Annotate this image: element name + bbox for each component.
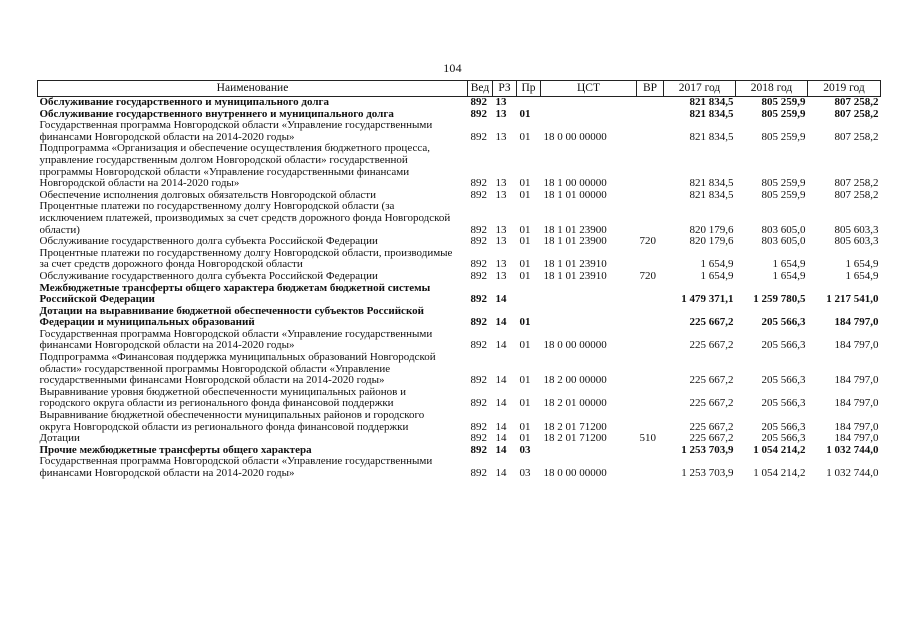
header-2017: 2017 год <box>664 81 736 97</box>
cell-cst: 18 2 00 00000 <box>543 374 607 387</box>
cell-vr <box>637 97 664 109</box>
cell-pr: 01 <box>519 188 531 201</box>
cell-cst <box>541 445 637 457</box>
header-2018: 2018 год <box>736 81 808 97</box>
cell-2019: 184 797,0 <box>834 339 879 352</box>
cell-vr <box>637 306 664 329</box>
cell-ved: 892 <box>470 223 487 236</box>
cell-pr: 01 <box>519 316 531 329</box>
cell-2017: 1 654,9 <box>700 258 734 271</box>
cell-vr: 720 <box>639 269 656 282</box>
cell-cst <box>541 97 637 109</box>
cell-2019: 807 258,2 <box>834 177 879 190</box>
cell-name: Подпрограмма «Организация и обеспечение осуществления бюджетного процесса, управление государственным долгом Новгородской области» государственной программы Новгородской области «Управление государственными финансами Новгородской области на 2014-2020 годы» <box>39 142 431 190</box>
cell-2017: 1 253 703,9 <box>681 443 734 456</box>
cell-2019: 1 654,9 <box>845 258 879 271</box>
cell-2017: 820 179,6 <box>689 223 734 236</box>
cell-name: Государственная программа Новгородской области «Управление государственными финансами Новгородской области на 2014-2020 годы» <box>39 327 433 352</box>
cell-name: Процентные платежи по государственному долгу Новгородской области, производимые за счет средств дорожного фонда Новгородской области <box>39 246 453 271</box>
cell-2018: 1 054 214,2 <box>753 443 806 456</box>
cell-pr: 01 <box>519 374 531 387</box>
cell-2019: 1 032 744,0 <box>826 443 879 456</box>
cell-2019: 807 258,2 <box>834 130 879 143</box>
cell-cst: 18 1 01 23910 <box>543 258 607 271</box>
cell-vr <box>637 120 664 143</box>
cell-name: Процентные платежи по государственному долгу Новгородской области (за исключением платежей, производимых за счет средств дорожного фонда Новгородской области) <box>39 200 451 236</box>
cell-pr: 03 <box>519 443 531 456</box>
cell-cst: 18 1 01 23900 <box>543 223 607 236</box>
cell-pr: 01 <box>519 177 531 190</box>
cell-pr: 01 <box>519 235 531 248</box>
cell-2018: 805 259,9 <box>761 188 806 201</box>
cell-pr: 01 <box>519 130 531 143</box>
cell-name: Государственная программа Новгородской области «Управление государственными финансами Новгородской области на 2014-2020 годы» <box>39 455 433 479</box>
cell-name: Выравнивание уровня бюджетной обеспеченности муниципальных районов и городского округа области из регионального фонда финансовой поддержки <box>39 385 406 410</box>
cell-2018: 805 259,9 <box>761 96 806 108</box>
cell-name: Межбюджетные трансферты общего характера бюджетам бюджетной системы Российской Федерации <box>39 281 431 306</box>
cell-ved: 892 <box>470 107 487 120</box>
table-row <box>38 352 881 387</box>
cell-cst: 18 0 00 00000 <box>543 339 607 352</box>
cell-rz: 14 <box>495 374 507 387</box>
cell-vr <box>637 143 664 189</box>
cell-2019: 807 258,2 <box>834 188 879 201</box>
cell-2017: 821 834,5 <box>689 130 734 143</box>
cell-rz: 13 <box>495 258 507 271</box>
cell-2019: 1 032 744,0 <box>826 467 879 479</box>
cell-2017: 1 654,9 <box>700 269 734 282</box>
cell-ved: 892 <box>470 96 487 108</box>
cell-pr: 01 <box>519 339 531 352</box>
cell-2018: 803 605,0 <box>761 235 806 248</box>
cell-2019: 184 797,0 <box>834 420 879 433</box>
cell-name: Государственная программа Новгородской области «Управление государственными финансами Новгородской области на 2014-2020 годы» <box>39 119 433 143</box>
cell-ved: 892 <box>470 397 487 410</box>
cell-2019: 805 603,3 <box>834 223 879 236</box>
cell-name: Дотации <box>39 432 80 445</box>
cell-vr <box>637 201 664 236</box>
cell-vr <box>637 190 664 202</box>
cell-rz: 13 <box>495 269 507 282</box>
cell-2019: 184 797,0 <box>834 432 879 445</box>
cell-2019: 807 258,2 <box>834 107 879 120</box>
cell-ved: 892 <box>470 130 487 143</box>
cell-name: Подпрограмма «Финансовая поддержка муниципальных образований Новгородской области» государственной программы Новгородской области «Управление государственными финансами Новгородской области на 2014-2020 годы» <box>39 351 436 387</box>
cell-2017: 225 667,2 <box>689 397 734 410</box>
cell-cst <box>541 109 637 121</box>
cell-rz: 14 <box>495 316 507 329</box>
cell-rz: 13 <box>495 96 507 108</box>
cell-pr <box>517 97 541 109</box>
cell-2017: 820 179,6 <box>689 235 734 248</box>
cell-name: Прочие межбюджетные трансферты общего характера <box>39 443 312 456</box>
cell-2017: 225 667,2 <box>689 339 734 352</box>
header-vr: ВР <box>637 81 664 97</box>
cell-cst: 18 0 00 00000 <box>543 467 607 479</box>
cell-rz: 14 <box>495 467 507 479</box>
cell-2017: 821 834,5 <box>689 188 734 201</box>
cell-cst <box>541 306 637 329</box>
cell-2018: 805 259,9 <box>761 130 806 143</box>
cell-2019: 184 797,0 <box>834 374 879 387</box>
cell-pr: 01 <box>519 107 531 120</box>
cell-2017: 225 667,2 <box>689 316 734 329</box>
cell-2017: 821 834,5 <box>689 96 734 108</box>
cell-rz: 14 <box>495 443 507 456</box>
table-row <box>38 271 881 283</box>
cell-2018: 205 566,3 <box>761 432 806 445</box>
cell-ved: 892 <box>470 188 487 201</box>
cell-vr <box>637 283 664 306</box>
cell-2018: 205 566,3 <box>761 420 806 433</box>
cell-pr: 01 <box>519 397 531 410</box>
cell-cst: 18 1 01 23900 <box>543 235 607 248</box>
cell-rz: 14 <box>495 432 507 445</box>
cell-name: Обслуживание государственного долга субъекта Российской Федерации <box>39 269 378 282</box>
cell-2017: 225 667,2 <box>689 374 734 387</box>
cell-ved: 892 <box>470 269 487 282</box>
cell-2018: 205 566,3 <box>761 374 806 387</box>
header-ved: Вед <box>468 81 493 97</box>
cell-2017: 1 479 371,1 <box>681 293 734 306</box>
cell-cst <box>541 283 637 306</box>
cell-pr: 01 <box>519 223 531 236</box>
cell-name: Обеспечение исполнения долговых обязательств Новгородской области <box>39 188 376 201</box>
cell-2017: 821 834,5 <box>689 177 734 190</box>
cell-pr: 01 <box>519 420 531 433</box>
table-row <box>38 283 881 306</box>
cell-cst: 18 2 01 71200 <box>543 432 607 445</box>
cell-pr <box>517 283 541 306</box>
header-cst: ЦСТ <box>541 81 637 97</box>
cell-cst: 18 1 01 23910 <box>543 269 607 282</box>
cell-rz: 14 <box>495 420 507 433</box>
table-row <box>38 201 881 236</box>
header-2019: 2019 год <box>808 81 881 97</box>
cell-pr: 01 <box>519 432 531 445</box>
table-row <box>38 306 881 329</box>
cell-2019: 807 258,2 <box>834 96 879 108</box>
cell-cst: 18 2 01 00000 <box>543 397 607 410</box>
cell-2017: 225 667,2 <box>689 420 734 433</box>
table-row <box>38 329 881 352</box>
header-pr: Пр <box>517 81 541 97</box>
cell-2018: 1 259 780,5 <box>753 293 806 306</box>
cell-rz: 13 <box>495 130 507 143</box>
cell-vr: 720 <box>639 235 656 248</box>
table-body <box>38 97 881 480</box>
cell-vr <box>637 445 664 457</box>
table-row <box>38 236 881 248</box>
cell-2018: 1 654,9 <box>772 258 806 271</box>
cell-2018: 805 259,9 <box>761 177 806 190</box>
cell-ved: 892 <box>470 467 487 479</box>
cell-ved: 892 <box>470 443 487 456</box>
cell-vr <box>637 410 664 433</box>
cell-ved: 892 <box>470 420 487 433</box>
cell-vr <box>637 248 664 271</box>
table-row <box>38 248 881 271</box>
cell-ved: 892 <box>470 258 487 271</box>
cell-vr <box>637 352 664 387</box>
cell-name: Обслуживание государственного долга субъекта Российской Федерации <box>39 235 378 248</box>
cell-cst: 18 2 01 71200 <box>543 420 607 433</box>
cell-rz: 14 <box>495 339 507 352</box>
cell-2018: 1 654,9 <box>772 269 806 282</box>
cell-ved: 892 <box>470 432 487 445</box>
cell-rz: 13 <box>495 235 507 248</box>
cell-cst: 18 1 00 00000 <box>543 177 607 190</box>
cell-ved: 892 <box>470 235 487 248</box>
table-row <box>38 97 881 109</box>
cell-ved: 892 <box>470 374 487 387</box>
cell-cst: 18 0 00 00000 <box>543 130 607 143</box>
cell-2018: 805 259,9 <box>761 107 806 120</box>
cell-ved: 892 <box>470 293 487 306</box>
cell-2018: 205 566,3 <box>761 316 806 329</box>
cell-vr <box>637 109 664 121</box>
cell-ved: 892 <box>470 316 487 329</box>
cell-ved: 892 <box>470 177 487 190</box>
cell-pr: 01 <box>519 258 531 271</box>
cell-name: Выравнивание бюджетной обеспеченности муниципальных районов и городского округа Новгородской области из регионального фонда финансовой поддержки <box>39 409 425 433</box>
cell-2018: 803 605,0 <box>761 223 806 236</box>
header-name: Наименование <box>38 81 468 97</box>
cell-rz: 13 <box>495 177 507 190</box>
cell-cst: 18 1 01 00000 <box>543 188 607 201</box>
cell-2019: 1 217 541,0 <box>826 293 879 306</box>
cell-2018: 205 566,3 <box>761 397 806 410</box>
cell-2017: 225 667,2 <box>689 432 734 445</box>
cell-2019: 805 603,3 <box>834 235 879 248</box>
cell-rz: 13 <box>495 107 507 120</box>
table-row <box>38 410 881 433</box>
cell-vr <box>637 456 664 479</box>
cell-pr: 03 <box>519 467 531 479</box>
cell-vr <box>637 387 664 410</box>
cell-2019: 184 797,0 <box>834 316 879 329</box>
table-row <box>38 387 881 410</box>
budget-table <box>37 80 881 480</box>
cell-rz: 14 <box>495 293 507 306</box>
cell-ved: 892 <box>470 339 487 352</box>
cell-name: Дотации на выравнивание бюджетной обеспеченности субъектов Российской Федерации и муниципальных образований <box>39 304 424 329</box>
header-rz: РЗ <box>493 81 517 97</box>
cell-2017: 1 253 703,9 <box>681 467 734 479</box>
cell-pr: 01 <box>519 269 531 282</box>
cell-2019: 1 654,9 <box>845 269 879 282</box>
cell-rz: 13 <box>495 223 507 236</box>
table-row <box>38 120 881 143</box>
table-header-row <box>38 81 881 97</box>
cell-2018: 1 054 214,2 <box>753 467 806 479</box>
cell-name: Обслуживание государственного и муниципального долга <box>39 96 329 108</box>
cell-2018: 205 566,3 <box>761 339 806 352</box>
cell-rz: 13 <box>495 188 507 201</box>
cell-rz: 14 <box>495 397 507 410</box>
cell-vr <box>637 329 664 352</box>
cell-2019: 184 797,0 <box>834 397 879 410</box>
cell-vr: 510 <box>639 432 656 445</box>
table-row <box>38 143 881 189</box>
cell-2017: 821 834,5 <box>689 107 734 120</box>
cell-name: Обслуживание государственного внутреннего и муниципального долга <box>39 107 394 120</box>
table-row <box>38 456 881 479</box>
page-number: 104 <box>443 61 462 75</box>
